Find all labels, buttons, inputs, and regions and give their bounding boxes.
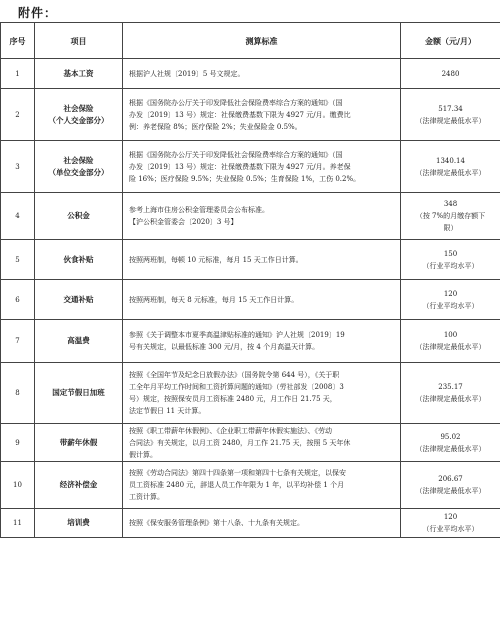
column-header-standard: 测算标准 [123, 23, 401, 59]
row-standard [123, 141, 401, 193]
column-header-item: 项目 [35, 23, 123, 59]
row-standard [123, 320, 401, 363]
row-amount [401, 141, 500, 193]
row-standard [123, 59, 401, 89]
row-standard [123, 462, 401, 509]
row-standard [123, 363, 401, 424]
row-amount [401, 89, 500, 141]
table-row [1, 89, 500, 141]
row-standard-line: 号有关规定，以最低标准 300 元/月，按 4 个月高温天计算。 [129, 343, 320, 351]
row-item [35, 89, 123, 141]
row-item-line: 公积金 [67, 211, 90, 220]
row-item-line: （单位交金部分） [48, 167, 109, 177]
table-row [1, 280, 500, 320]
table-row [1, 240, 500, 280]
row-standard-line: 参照《关于调整本市夏季高温津贴标准的通知》沪人社规〔2019〕19 [129, 331, 345, 339]
row-standard-line: 按照《职工带薪年休假例》、《企业职工带薪年休假实施法》、《劳动 [129, 426, 332, 435]
row-amount-line: 2480 [441, 69, 460, 78]
table-row [1, 59, 500, 89]
row-amount [401, 193, 500, 240]
cost-table [0, 22, 500, 538]
row-amount-line: 235.17 [438, 383, 463, 391]
row-standard-line: 按照两班制，每顿 10 元标准，每月 15 天工作日计算。 [129, 255, 303, 264]
attachment-heading: 附件： [18, 6, 58, 20]
row-amount-line: （法律规定最低水平） [415, 168, 486, 177]
row-number: 4 [1, 193, 35, 240]
column-header-amount: 金额（元/月） [401, 23, 500, 59]
row-item-line: 高温费 [67, 336, 90, 345]
row-number: 7 [1, 320, 35, 363]
row-amount-line: （法律规定最低水平） [415, 444, 486, 453]
table-row [1, 193, 500, 240]
row-item [35, 320, 123, 363]
table-row [1, 424, 500, 462]
row-amount-line: （法律规定最低水平） [415, 343, 486, 351]
row-amount-line: 1340.14 [436, 156, 465, 165]
row-amount-line: （法律规定最低水平） [415, 116, 486, 125]
row-number: 11 [1, 509, 35, 538]
row-standard-line: 法定节假日 11 天计算。 [129, 407, 206, 415]
row-item-line: （个人交金部分） [48, 115, 109, 125]
row-standard-line: 按照两班制，每天 8 元标准，每月 15 天工作日计算。 [129, 295, 299, 304]
row-amount [401, 363, 500, 424]
column-header-no: 序号 [1, 23, 35, 59]
row-amount-line: 120 [443, 289, 458, 298]
row-item [35, 462, 123, 509]
row-standard-line: 例：养老保险 8%；医疗保险 2%；失业保险金 0.5%。 [129, 122, 302, 131]
row-item-line: 社会保险 [63, 103, 94, 113]
row-amount-line: （行业平均水平） [422, 301, 479, 310]
row-standard-line: 【沪公积金管委会〔2020〕3 号】 [129, 218, 238, 226]
row-amount-line: （法律规定最低水平） [415, 395, 486, 403]
row-number: 9 [1, 424, 35, 462]
row-item-line: 培训费 [67, 518, 90, 527]
row-amount [401, 240, 500, 280]
row-number: 1 [1, 59, 35, 89]
row-item [35, 424, 123, 462]
row-amount-line: 206.67 [438, 475, 463, 483]
row-amount-line: （行业平均水平） [422, 525, 479, 533]
row-item [35, 141, 123, 193]
row-amount [401, 509, 500, 538]
row-amount-line: 150 [443, 249, 458, 258]
row-amount-line: 517.34 [438, 104, 463, 113]
row-standard [123, 280, 401, 320]
row-number: 5 [1, 240, 35, 280]
row-standard-line: 根据《国务院办公厅关于印发降低社会保险费率综合方案的通知》（国 [129, 150, 343, 159]
row-standard-line: 险 16%；医疗保险 9.5%；失业保险 0.5%；生育保险 1%，工伤 0.2%。 [129, 174, 361, 183]
table-row [1, 462, 500, 509]
row-standard-line: 员工资标准 2480 元，辞退人员工作年限为 1 年，以平均补偿 1 个月 [129, 481, 345, 489]
row-amount [401, 59, 500, 89]
row-standard-line: 假计算。 [129, 450, 157, 459]
table-row [1, 320, 500, 363]
row-item-line: 带薪年休假 [59, 437, 98, 447]
table-row [1, 509, 500, 538]
row-item [35, 193, 123, 240]
row-amount [401, 320, 500, 363]
row-item-line: 国定节假日加班 [52, 388, 105, 397]
row-item-line: 经济补偿金 [59, 480, 98, 489]
table-header-row [1, 23, 500, 59]
row-amount-line: 限） [443, 224, 458, 232]
row-item [35, 59, 123, 89]
row-amount-line: 95.02 [440, 432, 461, 441]
row-standard-line: 工资计算。 [129, 493, 164, 501]
row-standard-line: 工全年月平均工作时间和工资折算问题的通知》（劳社部发〔2008〕3 [129, 383, 344, 391]
row-item-line: 社会保险 [63, 155, 94, 165]
row-standard-line: 参考上海市住房公积金管理委员会公布标准。 [129, 206, 269, 214]
row-amount-line: （法律规定最低水平） [415, 487, 486, 495]
row-standard [123, 424, 401, 462]
row-item [35, 363, 123, 424]
row-number: 2 [1, 89, 35, 141]
table-row [1, 363, 500, 424]
row-standard-line: 号）规定，按照保安员月工资标准 2480 元，月工作日 21.75 天， [129, 395, 337, 403]
row-amount [401, 280, 500, 320]
row-item [35, 240, 123, 280]
row-number: 8 [1, 363, 35, 424]
row-standard-line: 办发〔2019〕13 号）规定：社保缴费基数下限为 4927 元/月。养老保 [129, 162, 351, 171]
row-standard [123, 89, 401, 141]
row-number: 10 [1, 462, 35, 509]
row-item-line: 交通补贴 [63, 294, 94, 304]
row-number: 6 [1, 280, 35, 320]
table-row [1, 141, 500, 193]
row-standard [123, 240, 401, 280]
row-item-line: 基本工资 [63, 68, 94, 78]
row-number: 3 [1, 141, 35, 193]
row-amount [401, 424, 500, 462]
row-item [35, 280, 123, 320]
row-item-line: 伙食补贴 [63, 254, 94, 264]
row-standard [123, 193, 401, 240]
row-amount-line: （按 7%的月缴存额下 [415, 212, 486, 220]
row-standard-line: 合同法》有关规定，以月工资 2480，月工作 21.75 天，按照 5 天年休 [129, 438, 351, 447]
row-item [35, 509, 123, 538]
row-standard-line: 根据《国务院办公厅关于印发降低社会保险费率综合方案的通知》（国 [129, 98, 343, 107]
row-amount-line: （行业平均水平） [422, 261, 479, 270]
row-amount-line: 100 [443, 331, 458, 339]
row-amount [401, 462, 500, 509]
row-standard-line: 按照《保安服务管理条例》第十八条、十九条有关规定。 [129, 519, 304, 527]
row-standard-line: 根据沪人社规〔2019〕5 号文规定。 [129, 69, 245, 78]
row-standard-line: 按照《全国年节及纪念日放假办法》（国务院令第 644 号），《关于职 [129, 371, 340, 379]
row-standard [123, 509, 401, 538]
row-amount-line: 120 [443, 513, 458, 521]
row-standard-line: 按照《劳动合同法》第四十四条第一项和第四十七条有关规定，以保安 [129, 469, 346, 477]
row-amount-line: 348 [443, 200, 458, 208]
row-standard-line: 办发〔2019〕13 号）规定：社保缴费基数下限为 4927 元/月。缴费比 [129, 110, 351, 119]
